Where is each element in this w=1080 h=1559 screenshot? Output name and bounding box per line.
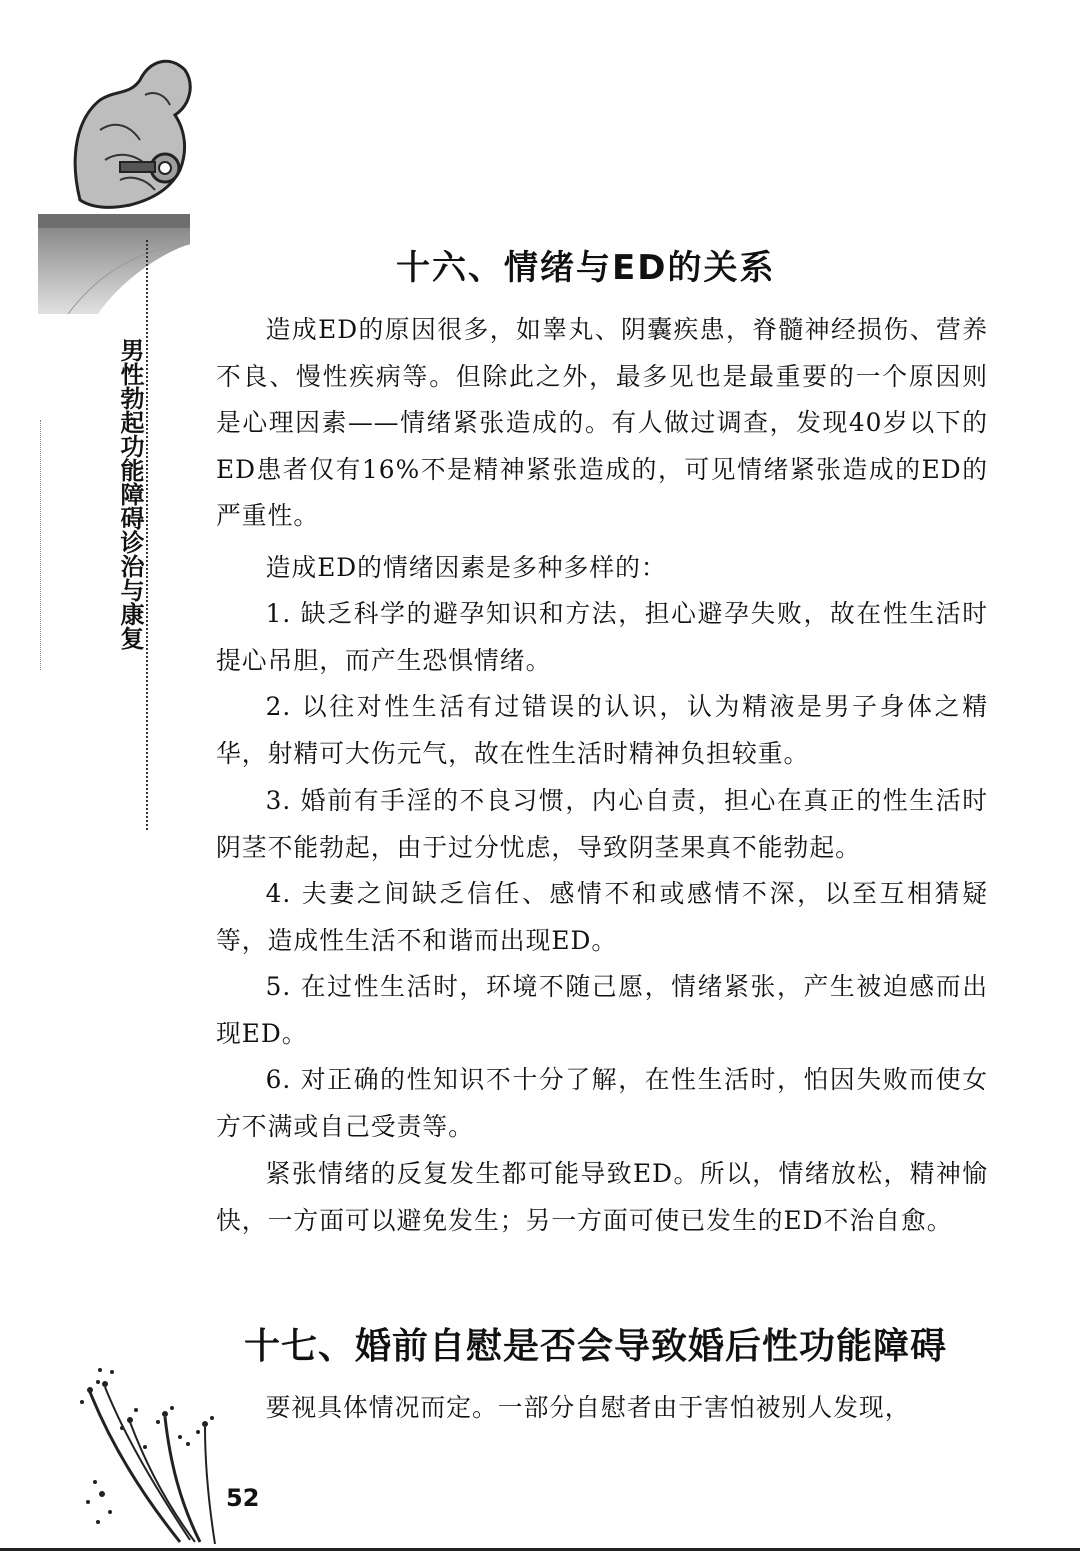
- section-16-title: 十六、情绪与ED的关系: [396, 248, 776, 288]
- paragraph-factors-intro: 造成ED的情绪因素是多种多样的：: [265, 553, 667, 582]
- list-item-3: 3. 婚前有手淫的不良习惯，内心自责，担心在真正的性生活时阴茎不能勃起，由于过分忧虑，导致阴茎果真不能勃起。: [216, 786, 988, 862]
- sidebar-dotted-line-left: [40, 420, 41, 670]
- list-item-4: 4. 夫妻之间缺乏信任、感情不和或感情不深，以至互相猜疑等，造成性生活不和谐而出现ED。: [216, 879, 988, 955]
- paragraph-section-17: 要视具体情况而定。一部分自慰者由于害怕被别人发现，: [265, 1393, 911, 1422]
- list-item-6: 6. 对正确的性知识不十分了解，在性生活时，怕因失败而使女方不满或自己受责等。: [216, 1065, 988, 1141]
- list-item-2: 2. 以往对性生活有过错误的认识，认为精液是男子身体之精华，射精可大伤元气，故在性生活时精神负担较重。: [216, 692, 988, 768]
- sidebar-dotted-line: [146, 240, 148, 830]
- paragraph-conclusion: 紧张情绪的反复发生都可能导致ED。所以，情绪放松，精神愉快，一方面可以避免发生；另一方面可使已发生的ED不治自愈。: [216, 1159, 988, 1235]
- list-item-1: 1. 缺乏科学的避孕知识和方法，担心避孕失败，故在性生活时提心吊胆，而产生恐惧情绪。: [216, 599, 988, 675]
- page-number: 52: [226, 1484, 260, 1512]
- paragraph-causes: 造成ED的原因很多，如睾丸、阴囊疾患，脊髓神经损伤、营养不良、慢性疾病等。但除此之外，最多见也是最重要的一个原因则是心理因素——情绪紧张造成的。有人做过调查，发现40岁以下的ED患者仅有16%不是精神紧张造成的，可见情绪紧张造成的ED的严重性。: [216, 315, 988, 530]
- list-item-5: 5. 在过性生活时，环境不随己愿，情绪紧张，产生被迫感而出现ED。: [216, 972, 988, 1048]
- sidebar-header-band: [38, 214, 190, 314]
- book-title-vertical: 男性勃起功能障碍诊治与康复: [116, 338, 144, 650]
- section-17-title: 十七、婚前自慰是否会导致婚后性功能障碍: [244, 1326, 948, 1367]
- grass-flower-illustration: [70, 1362, 230, 1547]
- bottom-rule: [0, 1548, 1080, 1551]
- muscleman-illustration: [60, 50, 200, 220]
